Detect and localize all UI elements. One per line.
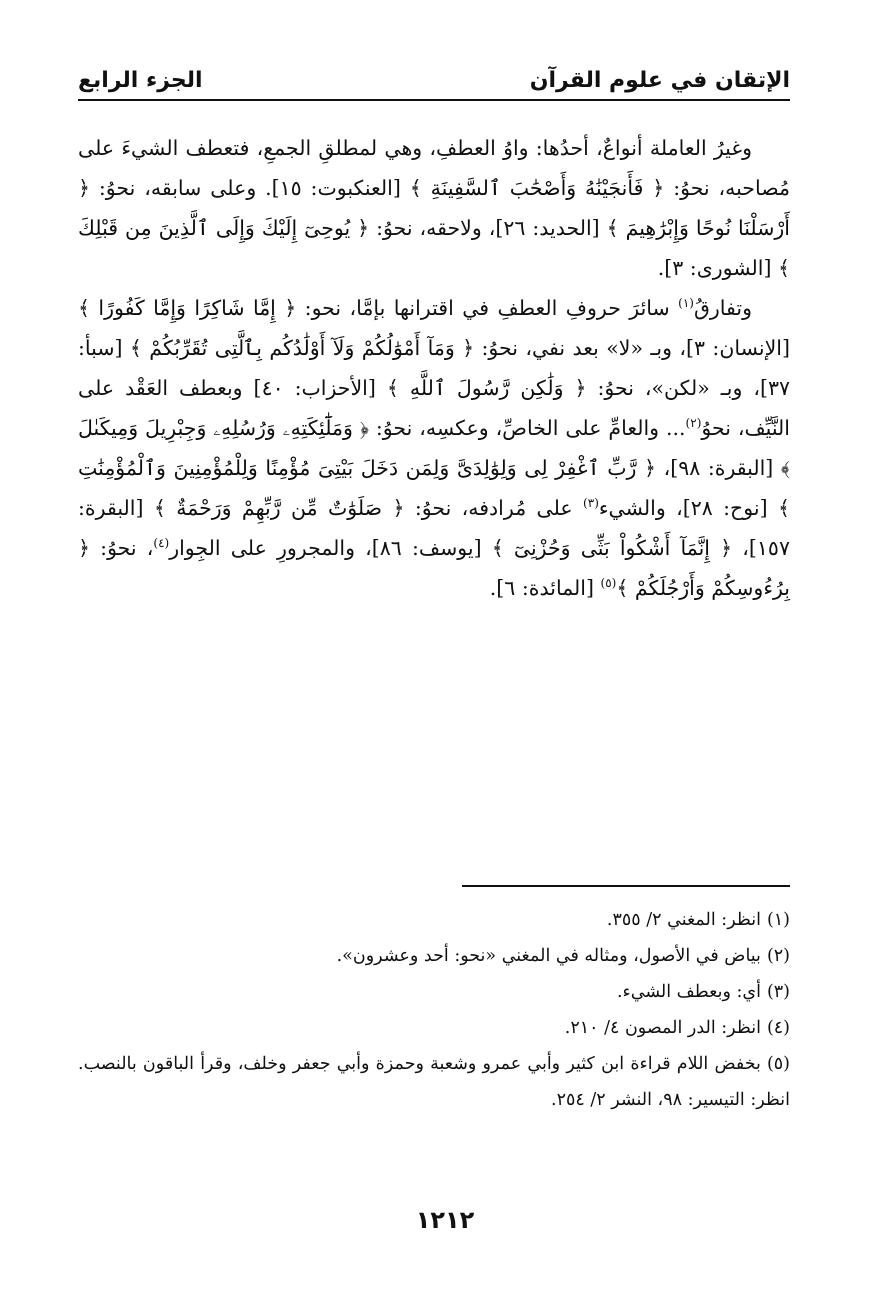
footnote-text: انظر: المغني ٢/ ٣٥٥. <box>606 910 761 930</box>
footnote-text: بياض في الأصول، ومثاله في المغني «نحو: أحد وعشرون». <box>336 946 761 966</box>
text-run: [نوح: ٢٨]، والشيء <box>598 496 778 520</box>
text-run: [يوسف: ٨٦]، والمجرورِ على الجِوار <box>169 536 492 560</box>
text-run: [الحديد: ٢٦]، ولاحقه، نحوُ: <box>369 216 607 240</box>
footnote-ref-1[interactable]: (١) <box>678 296 694 311</box>
footnote-ref-2[interactable]: (٢) <box>685 416 702 431</box>
text-run: وغيرُ العاملة أنواعٌ، أحدُها: واوُ العطفِ، وهي لمطلقِ الجمعِ، فتعطف الشيءَ على مُصاحبه، نحوُ: <box>78 136 790 200</box>
footnote-ref-3[interactable]: (٣) <box>583 496 599 511</box>
quran-verse: ﴿ وَمَلَٰٓئِكَتِهِۦ وَرُسُلِهِۦ وَجِبْرِيلَ وَمِيكَىٰلَ ﴾ <box>78 416 790 480</box>
page-header <box>78 56 790 96</box>
quran-verse: ﴿ أَرْسَلْنَا نُوحًا وَإِبْرَٰهِيمَ ﴾ <box>78 176 790 240</box>
footnote-4 <box>78 1010 790 1046</box>
text-run: ... والعامِّ على الخاصِّ، وعكسِه، نحوُ: <box>368 416 686 440</box>
footnote-number: (٢) <box>766 946 790 966</box>
quran-verse: ﴿ فَأَنجَيْنَٰهُ وَأَصْحَٰبَ ٱلسَّفِينَةِ ﴾ <box>409 176 665 200</box>
text-run: سائرَ حروفِ العطفِ في اقترانها بإمَّا، نحو: <box>296 296 679 320</box>
text-run: [سبأ: ٣٧]، وبـ «لكن»، نحوُ: <box>78 336 790 400</box>
volume-label: الجزء الرابع <box>78 68 203 93</box>
quran-verse: ﴿ بِرُءُوسِكُمْ وَأَرْجُلَكُمْ ﴾ <box>78 536 790 600</box>
page-number: ١٢١٢ <box>415 1206 475 1234</box>
text-run: وتفارقُ <box>693 296 752 320</box>
text-run: [البقرة: ٩٨]، <box>656 456 781 480</box>
text-run: [الشورى: ٣]. <box>657 256 778 280</box>
footnote-2 <box>78 938 790 974</box>
quran-verse: ﴿ رَّبِّ ٱغْفِرْ لِى وَلِوَٰلِدَىَّ وَلِمَن دَخَلَ بَيْتِىَ مُؤْمِنًا وَلِلْمُؤْمِنِينَ وَٱلْمُؤْمِنَٰتِ ﴾ <box>78 456 790 520</box>
footnote-text: أي: وبعطف الشيء. <box>616 982 761 1002</box>
paragraph-2 <box>78 288 790 608</box>
footnote-number: (١) <box>766 910 790 930</box>
footnote-3 <box>78 974 790 1010</box>
quran-verse: ﴿ وَلَٰكِن رَّسُولَ ٱللَّهِ ﴾ <box>386 376 587 400</box>
text-run: [البقرة: ١٥٧]، <box>78 496 790 560</box>
main-text <box>78 128 790 608</box>
paragraph-1 <box>78 128 790 288</box>
text-run: [الأحزاب: ٤٠] وبعطف العَقْد على النَّيِّف، نحوُ <box>78 376 790 440</box>
footnote-number: (٥) <box>766 1054 790 1074</box>
footnote-number: (٤) <box>766 1018 790 1038</box>
footnote-5 <box>78 1046 790 1118</box>
quran-verse: ﴿ إِمَّا شَاكِرًا وَإِمَّا كَفُورًا ﴾ <box>78 296 297 320</box>
footnote-text: بخفض اللام قراءة ابن كثير وأبي عمرو وشعبة وحمزة وأبي جعفر وخلف، وقرأ الباقون بالنصب. انظر: التيسير: ٩٨، النشر ٢/ ٢٥٤. <box>78 1054 790 1110</box>
text-run: [الإنسان: ٣]، وبـ «لا» بعد نفي، نحوُ: <box>474 336 791 360</box>
text-run: [العنكبوت: ١٥]. وعلى سابقه، نحوُ: <box>90 176 410 200</box>
footnote-ref-5[interactable]: (٥) <box>600 576 617 591</box>
quran-verse: ﴿ إِنَّمَآ أَشْكُواْ بَثِّى وَحُزْنِىٓ ﴾ <box>491 536 733 560</box>
text-run: ، نحوُ: <box>90 536 154 560</box>
footnote-number: (٣) <box>766 982 790 1002</box>
book-title: الإتقان في علوم القرآن <box>529 68 790 93</box>
text-run: على مُرادفه، نحوُ: <box>404 496 584 520</box>
quran-verse: ﴿ وَمَآ أَمْوَٰلُكُمْ وَلَآ أَوْلَٰدُكُم بِٱلَّتِى تُقَرِّبُكُمْ ﴾ <box>129 336 475 360</box>
text-run: [المائدة: ٦]. <box>489 576 601 600</box>
header-divider <box>78 99 790 101</box>
footnote-1 <box>78 902 790 938</box>
quran-verse: ﴿ يُوحِىٓ إِلَيْكَ وَإِلَى ٱلَّذِينَ مِن قَبْلِكَ ﴾ <box>78 216 790 280</box>
footnote-text: انظر: الدر المصون ٤/ ٢١٠. <box>564 1018 761 1038</box>
quran-verse: ﴿ صَلَوَٰتٌ مِّن رَّبِّهِمْ وَرَحْمَةٌ ﴾ <box>153 496 405 520</box>
footnote-divider <box>462 885 790 887</box>
footnotes <box>78 902 790 1118</box>
footnote-ref-4[interactable]: (٤) <box>153 536 170 551</box>
